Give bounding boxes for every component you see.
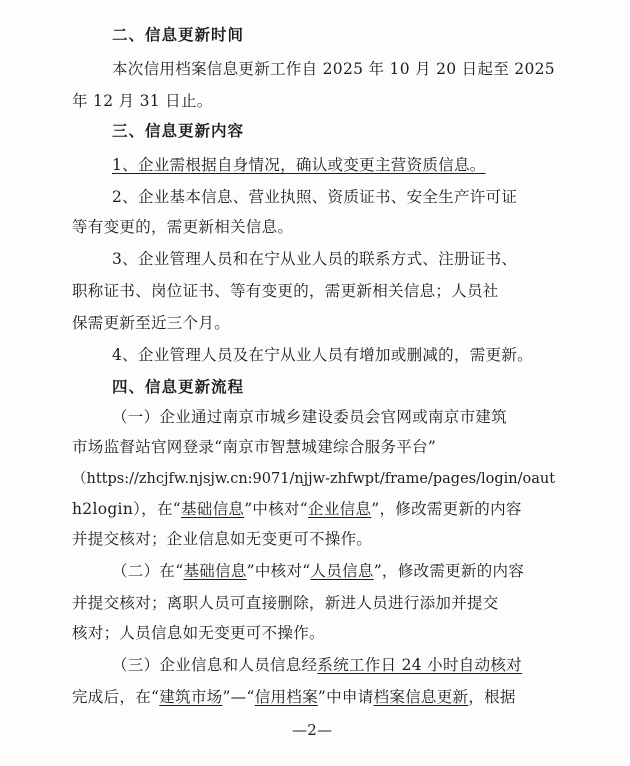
- step-1-line: [72, 499, 522, 519]
- section-3-item-2-line: 等有变更的，需更新相关信息。: [72, 218, 294, 236]
- underlined-term: 基础信息: [180, 500, 245, 518]
- section-2-paragraph-line: 年 12 月 31 日止。: [72, 92, 213, 110]
- step-3-line: [72, 687, 516, 707]
- underlined-term: 人员信息: [310, 562, 374, 580]
- step-2-line: [112, 561, 524, 581]
- step-1-line: 市场监督站官网登录“南京市智慧城建综合服务平台”: [72, 438, 437, 456]
- section-3-heading: 三、信息更新内容: [112, 122, 245, 140]
- step-2-line: 核对；人员信息如无变更可不操作。: [72, 624, 325, 642]
- section-3-item-3-line: 职称证书、岗位证书、等有变更的，需更新相关信息；人员社: [72, 282, 499, 300]
- text-span: ”中申请: [317, 688, 374, 706]
- text-span: （三）企业信息和人员信息经: [112, 656, 318, 674]
- step-1-url-line: （https://zhcjfw.njsjw.cn:9071/njjw-zhfwpt/frame/pages/login/oaut: [72, 471, 556, 487]
- underlined-term: 建筑市场: [159, 688, 223, 706]
- section-2-paragraph-line: 本次信用档案信息更新工作自 2025 年 10 月 20 日起至 2025: [112, 60, 555, 78]
- underlined-term: 企业信息: [308, 500, 372, 518]
- step-1-line: （一）企业通过南京市城乡建设委员会官网或南京市建筑: [112, 408, 508, 426]
- step-3-line: [112, 655, 522, 675]
- section-3-item-2-line: 2、企业基本信息、营业执照、资质证书、安全生产许可证: [112, 188, 518, 206]
- text-span: ”，修改需更新的内容: [371, 500, 522, 518]
- section-3-item-3-line: 3、企业管理人员和在宁从业人员的联系方式、注册证书、: [112, 250, 518, 268]
- text-span: 完成后，在“: [72, 688, 160, 706]
- step-2-line: 并提交核对；离职人员可直接删除，新进人员进行添加并提交: [72, 594, 499, 612]
- section-4-heading: 四、信息更新流程: [112, 378, 245, 396]
- underlined-term: 系统工作日 24 小时自动核对: [317, 656, 522, 674]
- text-span: （二）在“: [112, 562, 184, 580]
- text-span: ”，修改需更新的内容: [373, 562, 525, 580]
- page-number: —2—: [292, 721, 333, 739]
- section-3-item-1: 1、企业需根据自身情况，确认或变更主营资质信息。: [112, 156, 486, 174]
- section-3-item-3-line: 保需更新至近三个月。: [72, 314, 231, 332]
- section-2-heading: 二、信息更新时间: [112, 26, 245, 44]
- underlined-term: 基础信息: [183, 562, 247, 580]
- text-span: ”中核对“: [246, 562, 311, 580]
- section-3-item-4: 4、企业管理人员及在宁从业人员有增加或删减的，需更新。: [112, 346, 533, 364]
- step-1-line: 并提交核对；企业信息如无变更可不操作。: [72, 530, 373, 548]
- underlined-term: 档案信息更新: [373, 688, 469, 706]
- text-span: ”—“: [222, 688, 255, 706]
- text-span: ”中核对“: [244, 500, 309, 518]
- text-span: h2login），在“: [72, 500, 181, 518]
- text-span: ，根据: [468, 688, 516, 706]
- underlined-term: 信用档案: [254, 688, 318, 706]
